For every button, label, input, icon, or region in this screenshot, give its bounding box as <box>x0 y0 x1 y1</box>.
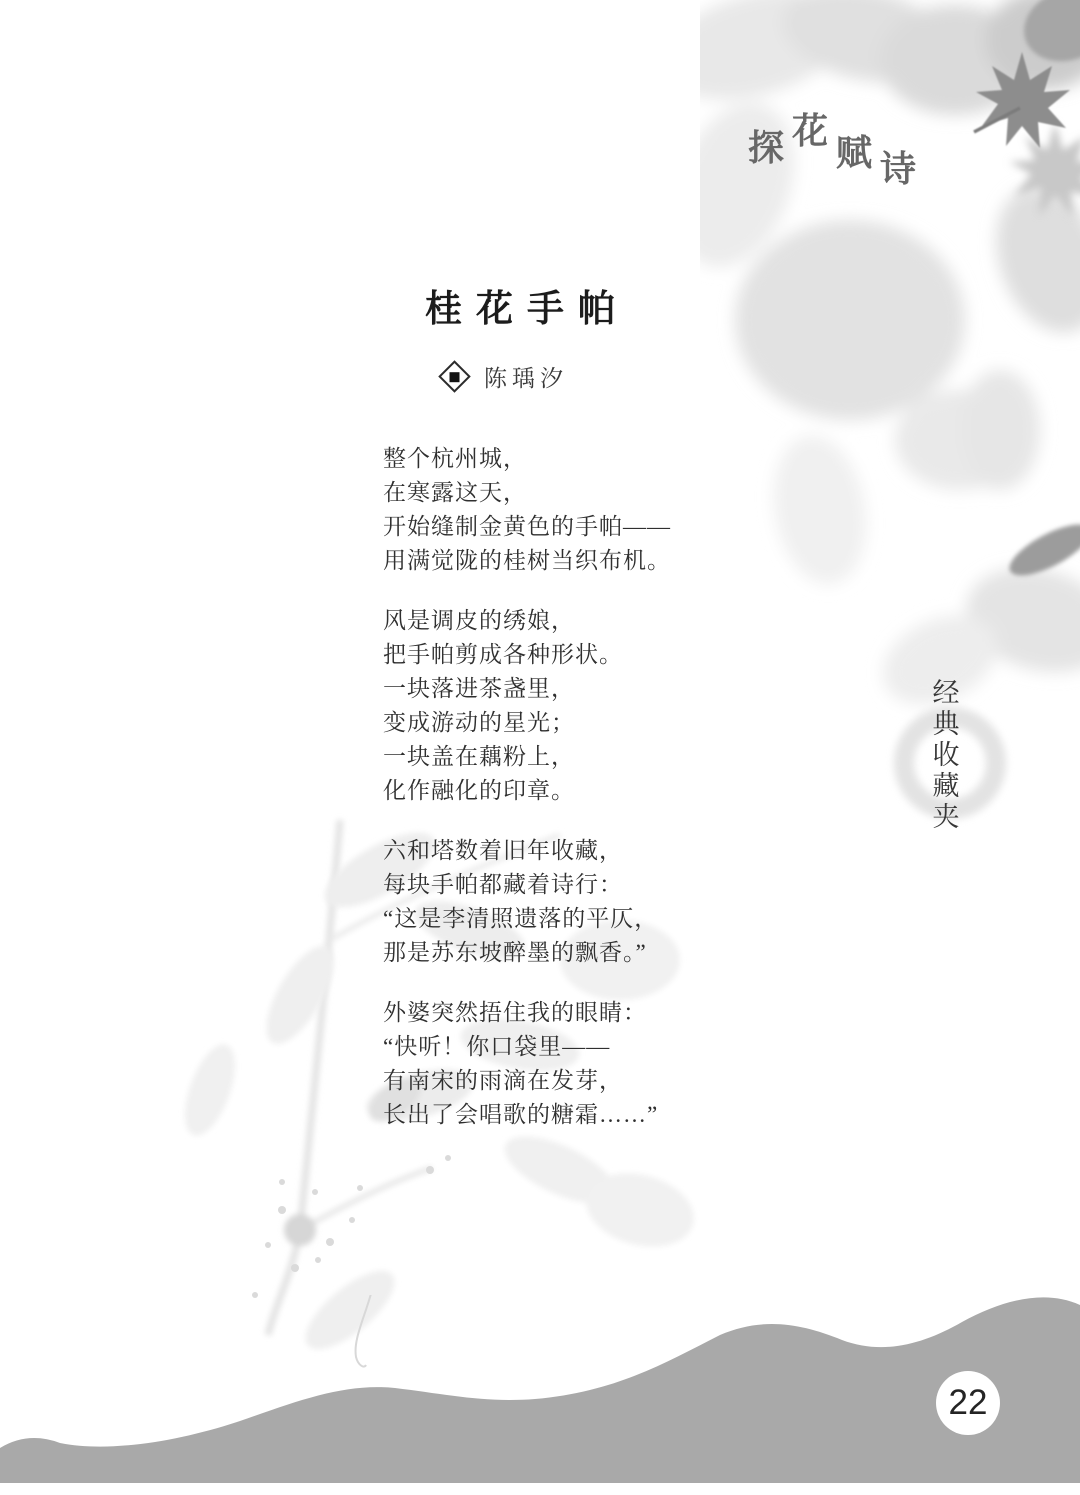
poem-line: 长出了会唱歌的糖霜……” <box>383 1102 659 1127</box>
diamond-bullet-icon <box>438 360 471 393</box>
stanza <box>383 996 671 1132</box>
side-label-classic-collection <box>929 678 963 833</box>
page-number-badge <box>936 1371 1000 1435</box>
poem-line: 一块落进茶盏里， <box>383 676 575 701</box>
stanza <box>383 604 671 808</box>
side-label-char: 夹 <box>932 802 960 833</box>
side-label-char: 藏 <box>932 771 960 802</box>
section-tag-char: 探 <box>748 128 785 169</box>
section-tag <box>748 103 968 213</box>
poem-line: 风是调皮的绣娘， <box>383 608 575 633</box>
section-tag-char: 花 <box>792 111 829 152</box>
poem-line: 把手帕剪成各种形状。 <box>383 642 623 667</box>
poem-line: 在寒露这天， <box>383 480 527 505</box>
poem-line: 变成游动的星光； <box>383 710 575 735</box>
poem-line: “这是李清照遗落的平仄， <box>383 906 659 931</box>
faint-twig-line <box>356 1295 372 1367</box>
stanza <box>383 834 671 970</box>
side-label-char: 典 <box>932 709 960 740</box>
section-tag-char: 诗 <box>880 149 917 190</box>
poem-line: 开始缝制金黄色的手帕—— <box>383 514 671 539</box>
poem-line: 用满觉陇的桂树当织布机。 <box>383 548 671 573</box>
poem-line: 化作融化的印章。 <box>383 778 575 803</box>
poem-line: 六和塔数着旧年收藏， <box>383 838 623 863</box>
poem-line: 一块盖在藕粉上， <box>383 744 575 769</box>
author-row <box>443 360 568 392</box>
page-number: 22 <box>948 1383 988 1422</box>
poem-author: 陈瑀汐 <box>484 365 568 391</box>
stanza <box>383 442 671 578</box>
wave-footer <box>0 1295 1080 1495</box>
side-label-char: 收 <box>932 740 960 771</box>
poem-line: 每块手帕都藏着诗行： <box>383 872 623 897</box>
osmanthus-flower-dots <box>252 1155 451 1298</box>
poem-line: 外婆突然捂住我的眼睛： <box>383 1000 647 1025</box>
poem-body <box>383 442 671 1158</box>
section-tag-char: 赋 <box>836 133 873 174</box>
poem-line: 整个杭州城， <box>383 446 527 471</box>
side-label-char: 经 <box>932 678 960 709</box>
poem-title: 桂花手帕 <box>425 289 629 330</box>
poem-line: 那是苏东坡醉墨的飘香。” <box>383 940 647 965</box>
poem-line: 有南宋的雨滴在发芽， <box>383 1068 623 1093</box>
wave-shape <box>0 1297 1080 1483</box>
poem-line: “快听！你口袋里—— <box>383 1034 611 1059</box>
